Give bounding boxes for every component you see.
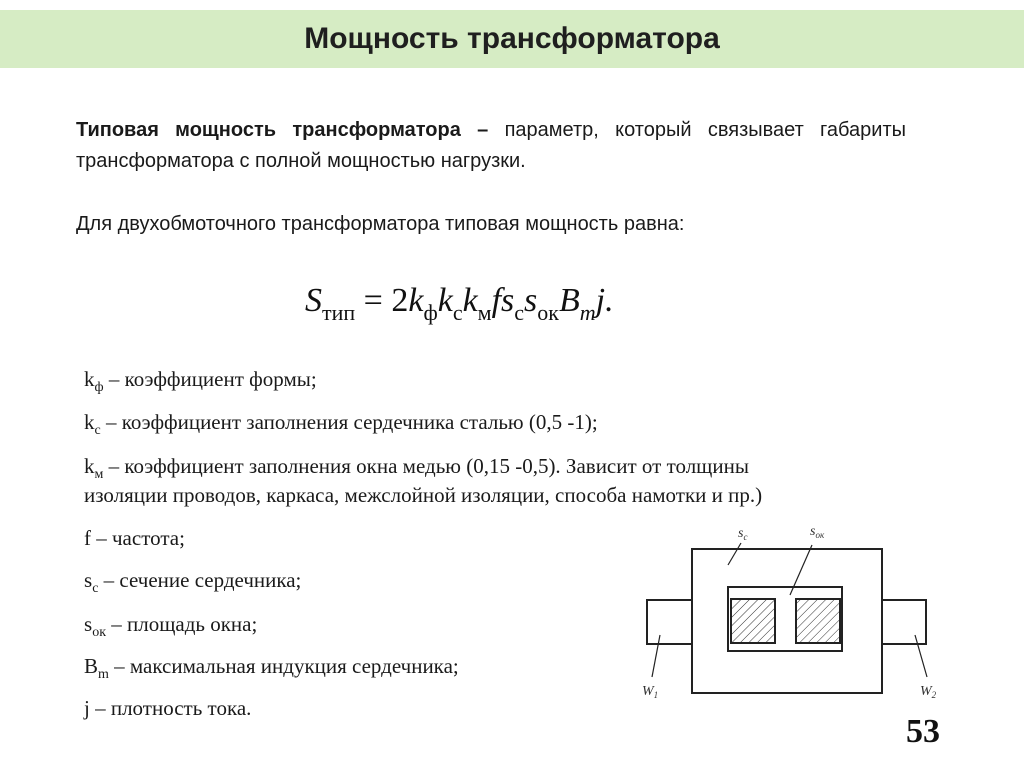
page-number: 53 — [906, 713, 940, 750]
winding-w2 — [882, 600, 926, 644]
formula-s2: s — [524, 282, 538, 319]
formula-k2: k — [437, 282, 453, 319]
label-w1: $W_1$ — [642, 684, 659, 700]
formula-equals: = 2 — [355, 282, 409, 319]
formula-k1-sub: ф — [423, 300, 438, 325]
label-sok: $s_{ок}$ — [810, 524, 825, 540]
formula-k3-sub: м — [477, 300, 492, 325]
formula-f: f — [491, 282, 502, 319]
label-sc: $s_c$ — [738, 526, 748, 542]
legend-item-j: j – плотность тока. — [84, 696, 252, 720]
legend-item-km: $k_м$ – коэффициент заполнения окна медью (0,15 -0,5). Зависит от толщины — [84, 454, 749, 482]
formula-b: B — [558, 282, 580, 319]
title-bar — [0, 10, 1024, 68]
formula-j: j. — [595, 282, 614, 319]
formula-k2-sub: с — [452, 300, 463, 325]
coil-right — [796, 599, 840, 643]
formula-s2-sub: ок — [537, 300, 559, 325]
definition-text: параметр, который связывает габариты трансформатора с полной мощностью нагрузки. — [76, 119, 906, 172]
power-formula — [305, 282, 614, 325]
definition-term: Типовая мощность трансформатора – — [76, 119, 489, 141]
leader-sc — [728, 543, 741, 565]
formula-k1: k — [408, 282, 424, 319]
formula-s-sub: тип — [322, 300, 356, 325]
legend-item-km-cont: изоляции проводов, каркаса, межслойной изоляции, способа намотки и пр.) — [84, 483, 763, 507]
legend-item-sok: $s_{ок}$ – площадь окна; — [84, 612, 258, 640]
formula-s: S — [305, 282, 322, 319]
formula-b-sub: m — [579, 300, 596, 325]
legend-item-kc: $k_с$ – коэффициент заполнения сердечника сталью (0,5 -1); — [84, 410, 598, 438]
winding-w1 — [647, 600, 692, 644]
legend-item-bm: $B_m$ – максимальная индукция сердечника; — [84, 654, 459, 682]
intro-text: Для двухобмоточного трансформатора типовая мощность равна: — [76, 213, 685, 235]
page-title: Мощность трансформатора — [304, 22, 720, 55]
legend-item-kf: $k_ф$ – коэффициент формы; — [84, 367, 317, 395]
transformer-core-diagram — [630, 515, 950, 705]
label-w2: $W_2$ — [920, 684, 937, 700]
legend-item-sc: $s_с$ – сечение сердечника; — [84, 568, 302, 596]
leader-w1 — [652, 635, 660, 677]
formula-s1: s — [501, 282, 515, 319]
formula-k3: k — [462, 282, 478, 319]
legend-item-f: f – частота; — [84, 526, 185, 550]
formula-s1-sub: с — [514, 300, 525, 325]
coil-left — [731, 599, 775, 643]
core-outer — [692, 549, 882, 693]
definition-paragraph — [76, 115, 906, 177]
